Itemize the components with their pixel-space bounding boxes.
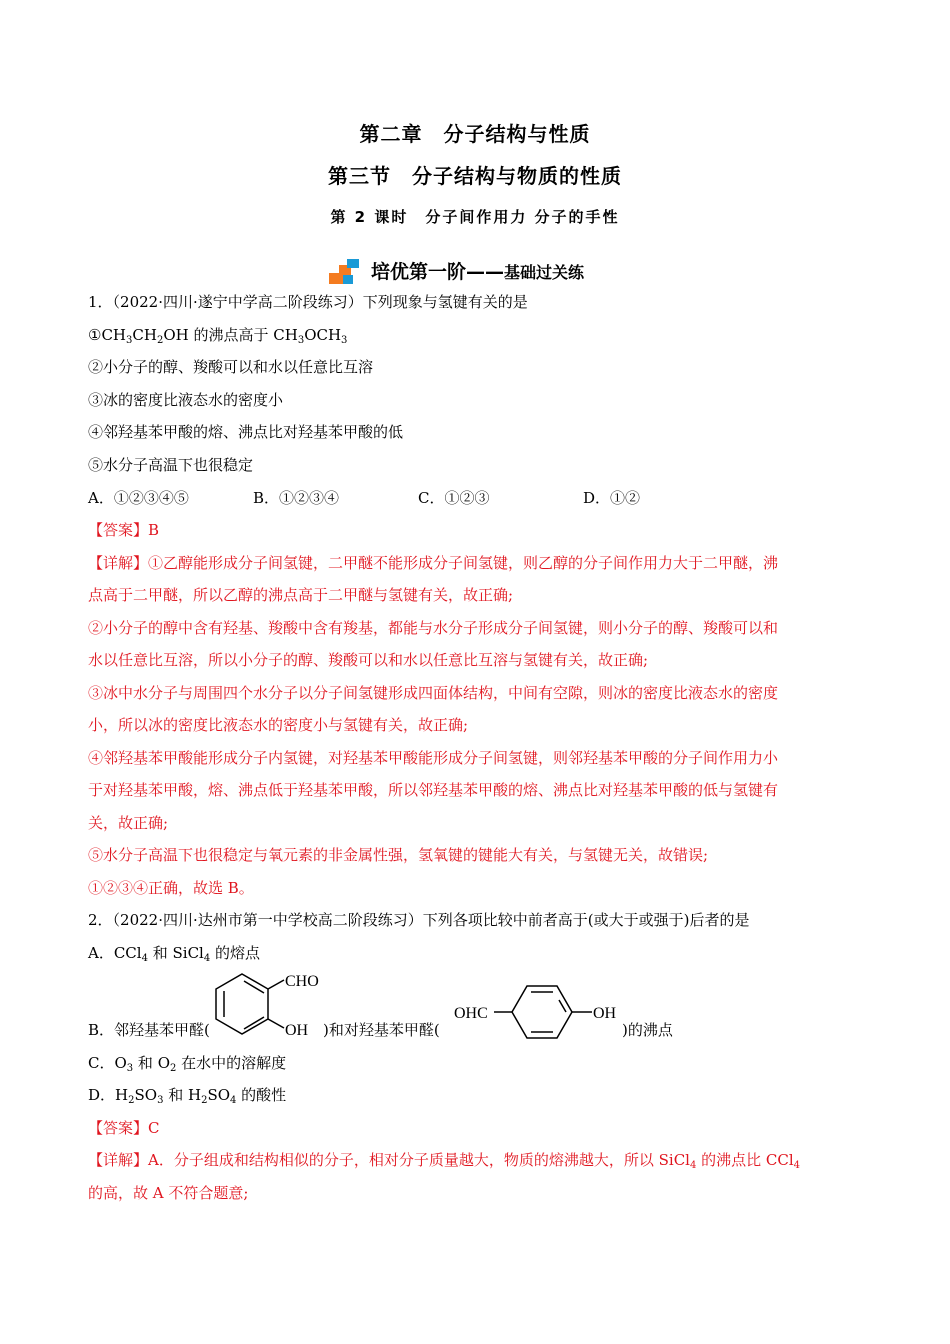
q2-option-b-label: B．邻羟基苯甲醛( bbox=[88, 1021, 210, 1039]
q1-detail-8: 于对羟基苯甲酸，熔、沸点低于羟基苯甲酸，所以邻羟基苯甲酸的熔、沸点比对羟基苯甲酸的低与氢键有 bbox=[88, 781, 779, 799]
chapter-title: 第二章 分子结构与性质 bbox=[359, 122, 591, 146]
q2-detail-1: 【详解】A．分子组成和结构相似的分子，相对分子质量越大，物质的熔沸越大，所以 SiCl$_4$ 的沸点比 CCl$_4$ bbox=[88, 1151, 801, 1171]
q1-detail-3: ②小分子的醇中含有羟基、羧酸中含有羧基，都能与水分子形成分子间氢键，则小分子的醇、羧酸可以和 bbox=[88, 619, 779, 637]
q1-item5: ⑤水分子高温下也很稳定 bbox=[88, 456, 254, 474]
q1-item1: $①CH_3CH_2OH$ 的沸点高于 $CH_3OCH_3$ bbox=[88, 326, 348, 346]
q1-detail-1: 【详解】①乙醇能形成分子间氢键，二甲醚不能形成分子间氢键，则乙醇的分子间作用力大于二甲醚，沸 bbox=[88, 554, 779, 572]
q1-detail-7: ④邻羟基苯甲酸能形成分子内氢键，对羟基苯甲酸能形成分子间氢键，则邻羟基苯甲酸的分子间作用力小 bbox=[88, 749, 779, 767]
q1-option-a: A．①②③④⑤ bbox=[88, 489, 189, 507]
oh-label-ortho: OH bbox=[285, 1022, 309, 1039]
q1-detail-11: ①②③④正确，故选 B。 bbox=[88, 879, 254, 897]
q2-detail-2: 的高，故 A 不符合题意; bbox=[88, 1184, 249, 1202]
section-title: 第三节 分子结构与物质的性质 bbox=[328, 164, 622, 188]
q1-detail-9: 关，故正确; bbox=[88, 814, 169, 832]
q2-option-d: D．$H_2SO_3$ 和 $H_2SO_4$ 的酸性 bbox=[88, 1086, 287, 1106]
q1-detail-5: ③冰中水分子与周围四个水分子以分子间氢键形成四面体结构，中间有空隙，则冰的密度比液态水的密度 bbox=[88, 684, 779, 702]
q2-answer: 【答案】C bbox=[88, 1119, 160, 1137]
oh-label-para: OH bbox=[593, 1005, 617, 1022]
q1-detail-10: ⑤水分子高温下也很稳定与氧元素的非金属性强，氢氧键的键能大有关，与氢键无关，故错误; bbox=[88, 846, 709, 864]
q2-stem: 2．（2022·四川·达州市第一中学校高二阶段练习）下列各项比较中前者高于(或大于或强于)后者的是 bbox=[88, 911, 750, 929]
ohc-label: OHC bbox=[454, 1005, 488, 1022]
q1-detail-2: 点高于二甲醚，所以乙醇的沸点高于二甲醚与氢键有关，故正确; bbox=[88, 586, 514, 604]
banner-sub: 基础过关练 bbox=[504, 263, 585, 282]
ortho-hydroxybenzaldehyde-structure bbox=[214, 967, 334, 1043]
lesson-title: 第 2 课时 分子间作用力 分子的手性 bbox=[330, 208, 620, 226]
banner-dash: —— bbox=[466, 261, 505, 283]
banner-main: 培优第一阶 bbox=[371, 261, 467, 283]
stairs-icon bbox=[327, 257, 369, 285]
q1-item3: ③冰的密度比液态水的密度小 bbox=[88, 391, 284, 409]
q2-option-b-end: )的沸点 bbox=[622, 1021, 673, 1039]
q2-option-c: C．$O_3$ 和 $O_2$ 在水中的溶解度 bbox=[88, 1054, 287, 1074]
q1-item4: ④邻羟基苯甲酸的熔、沸点比对羟基苯甲酸的低 bbox=[88, 423, 404, 441]
q1-answer: 【答案】B bbox=[88, 521, 160, 539]
q2-option-b-mid: )和对羟基苯甲醛( bbox=[323, 1021, 440, 1039]
q1-detail-4: 水以任意比互溶，所以小分子的醇、羧酸可以和水以任意比互溶与氢键有关，故正确; bbox=[88, 651, 649, 669]
q1-option-c: C．①②③ bbox=[418, 489, 490, 507]
q1-option-b: B．①②③④ bbox=[253, 489, 340, 507]
q1-detail-6: 小，所以冰的密度比液态水的密度小与氢键有关，故正确; bbox=[88, 716, 469, 734]
q1-stem: 1．（2022·四川·遂宁中学高二阶段练习）下列现象与氢键有关的是 bbox=[88, 293, 528, 311]
para-hydroxybenzaldehyde-structure bbox=[452, 984, 624, 1042]
q1-option-d: D．①② bbox=[583, 489, 641, 507]
q2-option-a: A．CCl$_4$ 和 SiCl$_4$ 的熔点 bbox=[88, 944, 261, 964]
q1-item2: ②小分子的醇、羧酸可以和水以任意比互溶 bbox=[88, 358, 374, 376]
cho-label: CHO bbox=[285, 973, 319, 990]
